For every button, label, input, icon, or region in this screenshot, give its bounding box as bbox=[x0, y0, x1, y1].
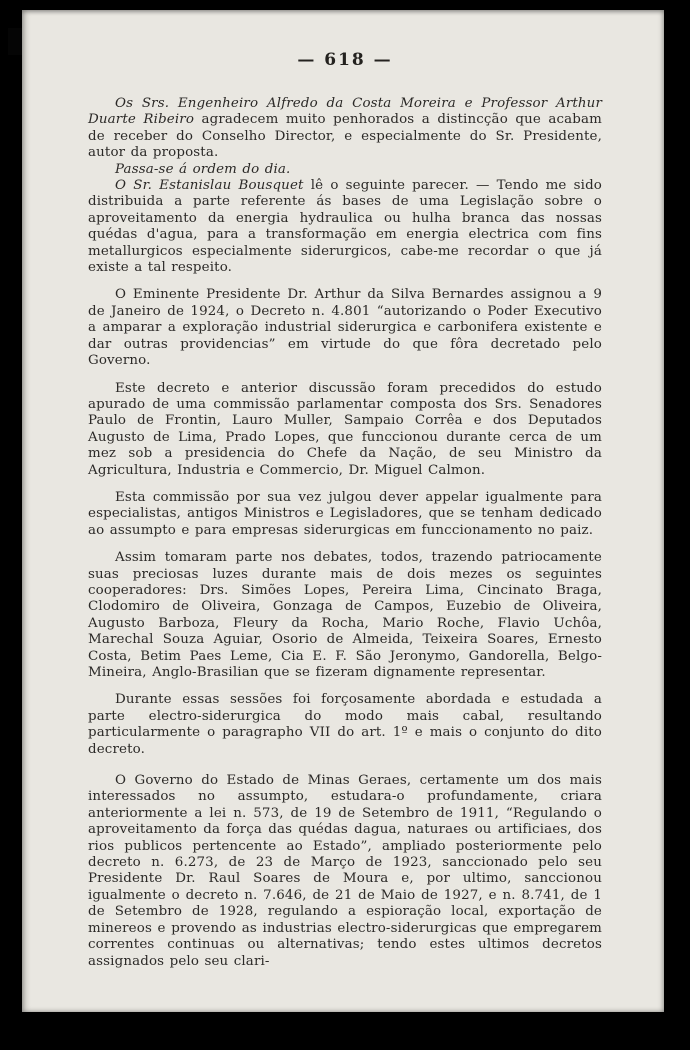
page-number: — 618 — bbox=[297, 50, 393, 70]
paragraph bbox=[88, 692, 602, 758]
paragraph-lead-italic: Passa-se á ordem do dia. bbox=[115, 161, 291, 177]
paragraph bbox=[88, 162, 602, 178]
paragraph-text: O Eminente Presidente Dr. Arthur da Silva Bernardes assignou a 9 de Janeiro de 1924, o Decreto n. 4.801 “autorizando o Poder Executivo a amparar a exploração industrial siderurgica e carbonifera existente e dar outras providencias” em virtude do que fôra decretado pelo Governo. bbox=[88, 287, 602, 369]
document-page bbox=[22, 10, 664, 1012]
paragraph bbox=[88, 773, 602, 970]
paragraph-text: O Governo do Estado de Minas Geraes, certamente um dos mais interessados no assumpto, estudara-o profundamente, criara anteriormente a lei n. 573, de 19 de Setembro de 1911, “Regulando o aproveitamento da força das quédas dagua, naturaes ou artificiaes, dos rios publicos pertencente ao Estado”, ampliado posteriormente pelo decreto n. 6.273, de 23 de Março de 1923, sanccionado pelo seu Presidente Dr. Raul Soares de Moura e, por ultimo, sanccionou igualmente o decreto n. 7.646, de 21 de Maio de 1927, e n. 8.741, de 1 de Setembro de 1928, regulando a espioração local, exportação de minereos e provendo as industrias electro-siderurgicas que empregarem correntes continuas ou alternativas; tendo estes ultimos decretos assignados pelo seu clari- bbox=[88, 773, 602, 969]
paragraph-lead-italic: Os Srs. Engenheiro Alfredo da Costa Moreira e Professor Arthur Duarte Ribeiro bbox=[88, 96, 602, 128]
paragraph-text: Durante essas sessões foi forçosamente abordada e estudada a parte electro-siderurgica do modo mais cabal, resultando particularmente o paragrapho VII do art. 1º e mais o conjunto do dito decreto. bbox=[88, 692, 602, 757]
paragraph bbox=[88, 550, 602, 681]
paragraph bbox=[88, 490, 602, 539]
paragraph-text: lê o seguinte parecer. — Tendo me sido distribuida a parte referente ás bases de uma Legislação sobre o aproveitamento da energia hydraulica ou hulha branca das nossas quédas d'agua, para a transformação em energia electrica com fins metallurgicos especialmente siderurgicos, cabe-me recordar o que já existe a tal respeito. bbox=[88, 178, 603, 276]
paragraph-text: Esta commissão por sua vez julgou dever appelar igualmente para especialistas, antigos Ministros e Legisladores, que se tenham dedicado ao assumpto e para empresas siderurgicas em funccionamento no paiz. bbox=[88, 489, 602, 538]
paragraph-text: agradecem muito penhorados a distincção que acabam de receber do Conselho Director, e especialmente do Sr. Presidente, autor da proposta. bbox=[88, 112, 602, 161]
paragraph bbox=[88, 178, 602, 276]
paragraph bbox=[88, 96, 602, 162]
paragraph bbox=[88, 381, 602, 479]
paragraph bbox=[88, 287, 602, 369]
paragraph-lead-italic: O Sr. Estanislau Bousquet bbox=[115, 178, 304, 194]
paragraph-text: Este decreto e anterior discussão foram precedidos do estudo apurado de uma commissão parlamentar composta dos Srs. Senadores Paulo de Frontin, Lauro Muller, Sampaio Corrêa e dos Deputados Augusto de Lima, Prado Lopes, que funccionou durante cerca de um mez sob a presidencia do Chefe da Nação, de seu Ministro da Agricultura, Industria e Commercio, Dr. Miguel Calmon. bbox=[88, 380, 602, 478]
paragraph-text: Assim tomaram parte nos debates, todos, trazendo patriocamente suas preciosas luzes durante mais de dois mezes os seguintes cooperadores: Drs. Simões Lopes, Pereira Lima, Cincinato Braga, Clodomiro de Oliveira, Gonzaga de Campos, Euzebio de Oliveira, Augusto Barboza, Fleury da Rocha, Mario Roche, Flavio Uchôa, Marechal Souza Aguiar, Osorio de Almeida, Teixeira Soares, Ernesto Costa, Betim Paes Leme, Cia E. F. São Jeronymo, Gandorella, Belgo-Mineira, Anglo-Brasilian que se fizeram dignamente representar. bbox=[88, 550, 602, 680]
